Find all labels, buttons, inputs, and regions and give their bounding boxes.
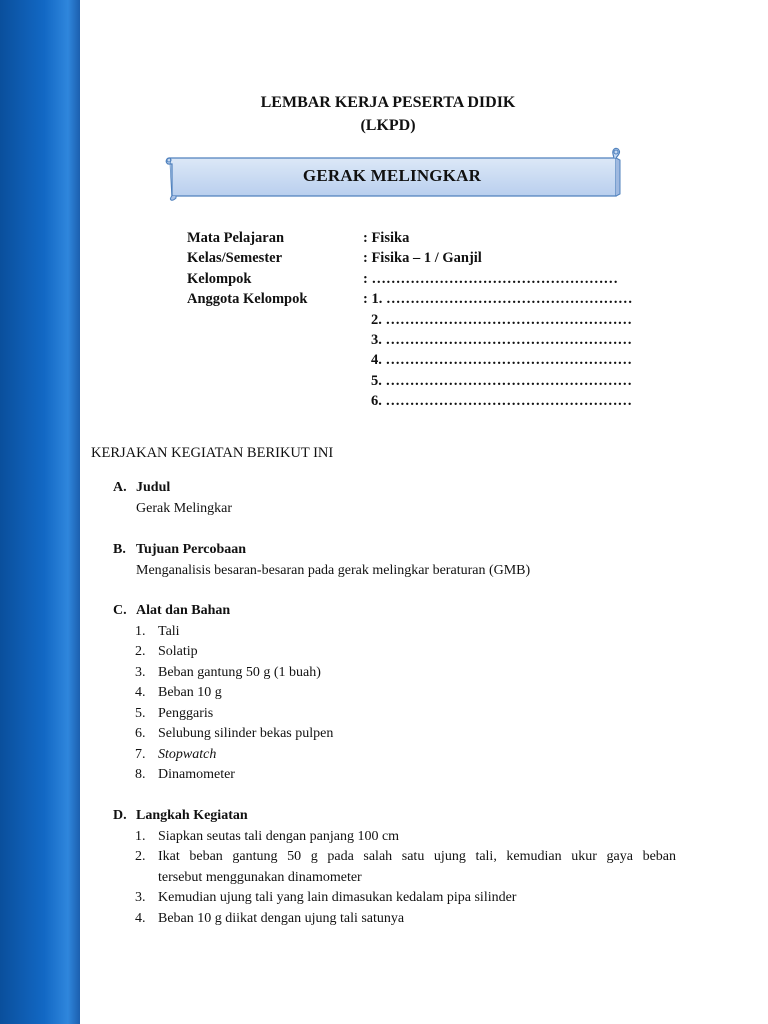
section-heading [113,478,232,499]
member-line: 2. …………………………………………… [371,311,632,328]
list-number: 4. [135,910,146,926]
list-number: 3. [135,664,146,680]
list-text: Selubung silinder bekas pulpen [158,726,334,741]
list-item [113,683,333,704]
member-line: 4. …………………………………………… [371,352,632,369]
info-value: : Fisika [363,230,410,246]
section-text: Menganalisis besaran-besaran pada gerak melingkar beraturan (GMB) [136,562,531,578]
title-banner [160,146,624,204]
list-text: Penggaris [158,705,214,721]
info-label: Kelas/Semester [187,250,283,267]
list-number: 5. [135,705,146,721]
info-value: : 1. …………………………………………… [363,291,633,308]
list-item [113,909,676,930]
list-number: 1. [135,623,146,639]
section-heading [113,601,333,622]
list-text-line: Ikat beban gantung 50 g pada salah satu ujung tali, kemudian ukur gaya beban [158,849,676,864]
member-line: 5. …………………………………………… [371,372,632,389]
section-heading [113,540,530,561]
list-number: 3. [135,890,146,905]
list-item [113,642,333,663]
info-value: : Fisika – 1 / Ganjil [363,250,482,267]
info-label: Mata Pelajaran [187,230,285,246]
list-text: Dinamometer [158,767,235,782]
list-text: Beban 10 g diikat dengan ujung tali satunya [158,910,405,926]
section-alat-bahan [113,601,333,786]
section-letter: C. [113,603,127,618]
list-item [113,663,333,684]
document-title: LEMBAR KERJA PESERTA DIDIK [260,94,516,111]
list-number: 7. [135,746,146,762]
section-letter: B. [113,542,126,557]
list-item [113,765,333,786]
list-item [113,847,676,888]
list-text-line: tersebut menggunakan dinamometer [158,869,362,885]
instruction-heading: KERJAKAN KEGIATAN BERIKUT INI [91,445,334,461]
list-item [113,888,676,909]
section-langkah [113,806,676,929]
list-text: Solatip [158,644,198,659]
list-text: Beban 10 g [158,685,222,700]
member-line: 6. …………………………………………… [371,393,632,410]
list-number: 1. [135,828,146,844]
member-line: 3. …………………………………………… [371,331,632,348]
section-text: Gerak Melingkar [136,500,233,516]
list-text: Siapkan seutas tali dengan panjang 100 cm [158,828,400,844]
list-text: Beban gantung 50 g (1 buah) [158,664,321,680]
list-text: Kemudian ujung tali yang lain dimasukan kedalam pipa silinder [158,890,517,905]
list-number: 8. [135,767,146,782]
document-subtitle: (LKPD) [360,117,416,134]
section-letter: D. [113,808,127,823]
section-heading-text: Judul [136,480,171,495]
info-label: Anggota Kelompok [187,291,308,308]
list-number: 4. [135,685,146,700]
section-judul [113,478,232,519]
list-number: 6. [135,726,146,741]
list-number: 2. [135,644,146,659]
side-decoration-bar [0,0,80,1024]
section-heading-text: Langkah Kegiatan [136,808,248,823]
list-item [113,827,676,848]
list-item [113,745,333,766]
section-heading [113,806,676,827]
list-item [113,704,333,725]
banner-title: GERAK MELINGKAR [302,166,482,185]
section-heading-text: Tujuan Percobaan [136,542,247,557]
list-item [113,622,333,643]
list-text: Tali [158,623,180,639]
section-letter: A. [113,480,127,495]
info-value: : …………………………………………… [363,270,618,287]
list-text: Stopwatch [158,746,217,762]
info-label: Kelompok [187,270,252,287]
list-item [113,724,333,745]
list-number: 2. [135,849,146,864]
section-heading-text: Alat dan Bahan [136,603,231,618]
section-tujuan [113,540,530,581]
